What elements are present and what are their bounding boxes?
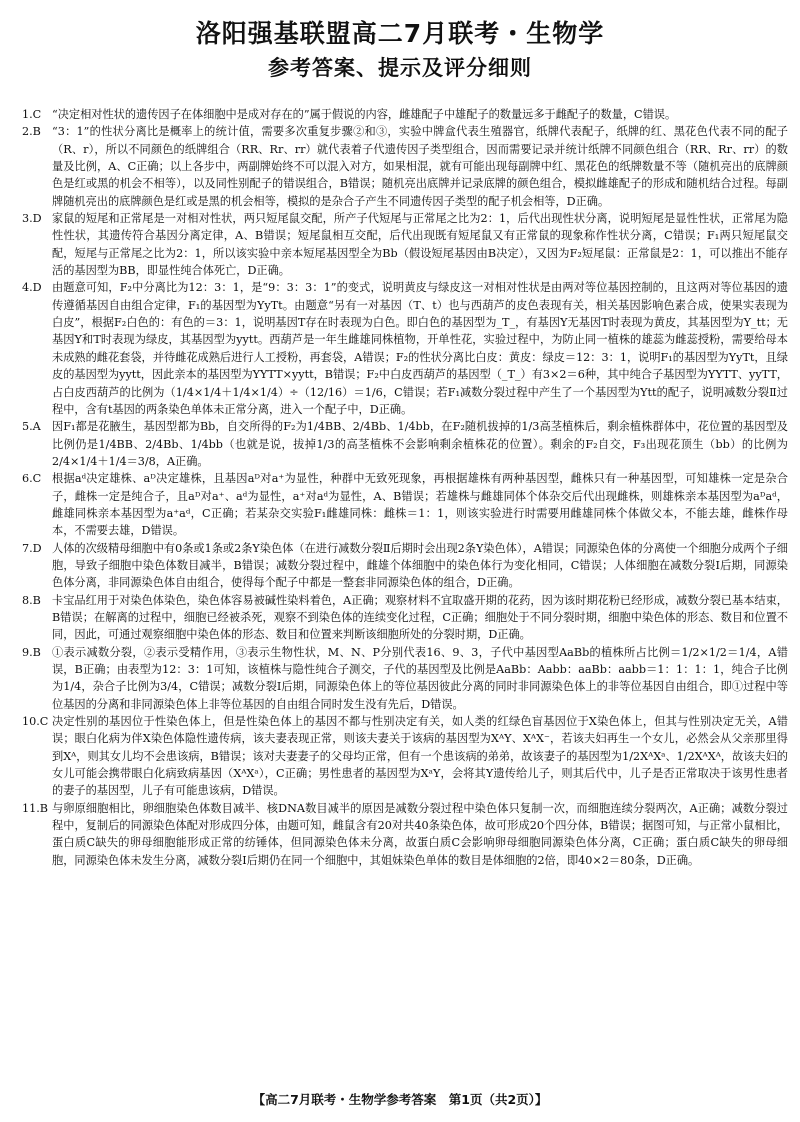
answer-number: 5.A — [22, 420, 41, 434]
answer-item-1 — [22, 106, 788, 123]
answer-item-8 — [22, 592, 788, 644]
answer-number: 10.C — [22, 715, 49, 729]
answer-text: 因F₁都是花腋生，基因型都为Bb，自交所得的F₂为1/4BB、2/4Bb、1/4bb，在F₂随机拔掉的1/3高茎植株后，剩余植株群体中，花位置的基因型及比例仍是1/4BB、2/4Bb、1/4bb（也就是说，拔掉1/3的高茎植株不会影响剩余植株花的位置）。剩余的F₂自交，F₃出现花顶生（bb）的比例为2/4×1/4＋1/4＝3/8，A正确。 — [52, 420, 788, 468]
answer-number: 2.B — [22, 125, 41, 139]
answer-number: 1.C — [22, 108, 42, 121]
answer-text: 家鼠的短尾和正常尾是一对相对性状，两只短尾鼠交配，所产子代短尾与正常尾之比为2：1，后代出现性状分离，说明短尾是显性性状，正常尾为隐性性状，其遗传符合基因分离定律，A、B错误；短尾鼠相互交配，后代出现既有短尾鼠又有正常鼠的现象称作性状分离，C错误；F₁两只短尾鼠交配，短尾与正常尾之比为2：1，所以该实验中亲本短尾基因型全为Bb（假设短尾基因由B决定），又因为F₂短尾鼠：正常鼠是2：1，可以推出不能存活的基因型为BB，即显性纯合体死亡，D正确。 — [52, 212, 788, 278]
answer-number: 3.D — [22, 212, 42, 226]
answer-item-2 — [22, 123, 788, 210]
answer-item-6 — [22, 470, 788, 539]
answer-item-7 — [22, 540, 788, 592]
answer-text: “3：1”的性状分离比是概率上的统计值，需要多次重复步骤②和③，实验中牌盒代表生殖器官，纸牌代表配子，纸牌的红、黑花色代表不同的配子（R、r），所以不同颜色的纸牌组合（RR、Rr、rr）就代表着子代遗传因子类型组合，因而需要记录并统计纸牌不同颜色组合（RR、Rr、rr）的数量及比例，A、C正确；以上各步中，两副牌始终不可以混入对方，如果相混，就有可能出现每副牌中红、黑花色的纸牌数量不等（随机亮出的底牌颜色是红或黑的机会不相等），以及同性别配子的错误组合，B错误；随机亮出底牌并记录底牌的颜色组合，模拟雌雄配子的形成和随机结合过程。每副牌随机亮出的底牌颜色是红或是黑的机会相等，模拟的是杂合子产生不同遗传因子类型的配子机会相等，D正确。 — [52, 125, 788, 208]
answer-number: 9.B — [22, 645, 41, 659]
answer-item-10 — [22, 713, 788, 800]
answer-text: 决定性别的基因位于性染色体上，但是性染色体上的基因不都与性别决定有关，如人类的红绿色盲基因位于X染色体上，但其与性别决定无关，A错误；眼白化病为伴X染色体隐性遗传病，该夫妻表现正常，则该夫妻关于该病的基因型为XᴬY、XᴬX⁻，若该夫妇再生一个女儿，必然会从父亲那里得到Xᴬ，则其女儿均不会患该病，B错误；该对夫妻妻子的父母均正常，但有一个患该病的弟弟，故该妻子的基因型为1/2XᴬXᵃ、1/2XᴬXᴬ，故该夫妇的女儿可能会携带眼白化病致病基因（XᴬXᵃ），C正确；男性患者的基因型为XᵃY，会将其Y遗传给儿子，则其后代中，儿子是否正常取决于该男性患者的妻子的基因型，儿子有可能患该病，D错误。 — [52, 715, 788, 798]
answer-number: 4.D — [22, 281, 42, 295]
answer-item-11 — [22, 800, 788, 869]
page-footer: 【高二7月联考・生物学参考答案 第1页（共2页）】 — [252, 1092, 548, 1107]
answer-text: 根据aᵈ决定雄株、aᴰ决定雄株，且基因aᴰ对a⁺为显性，种群中无致死现象，再根据雄株有两种基因型，雌株只有一种基因型，可知雄株一定是杂合子，雌株一定是纯合子，且aᴰ对a⁺、aᵈ为显性，a⁺对aᵈ为显性，A、B错误；若雄株与雌雄同体个体杂交后代出现雌株，则雄株亲本基因型为aᴰaᵈ，雌雄同株亲本基因型为a⁺aᵈ，C正确；若某杂交实验F₁雌雄同株：雌株＝1：1，则该实验进行时需要用雌雄同株个体做父本，不能去雄，雌株作母本，不需要去雄，D错误。 — [52, 472, 788, 538]
answer-item-4 — [22, 279, 788, 418]
answer-item-9 — [22, 644, 788, 713]
answer-list — [22, 106, 788, 869]
page-subtitle: 参考答案、提示及评分细则 — [268, 56, 532, 80]
answer-item-5 — [22, 418, 788, 470]
answer-text: “决定相对性状的遗传因子在体细胞中是成对存在的”属于假说的内容，雌雄配子中雄配子的数量远多于雌配子的数量，C错误。 — [52, 108, 677, 121]
answer-number: 11.B — [22, 801, 49, 815]
answer-text: 由题意可知，F₂中分离比为12：3：1，是“9：3：3：1”的变式，说明黄皮与绿皮这一对相对性状是由两对等位基因控制的，且这两对等位基因的遗传遵循基因自由组合定律，F₁的基因型为YyTt。由题意“另有一对基因（T、t）也与西葫芦的皮色表现有关，相关基因影响色素合成，使果实表现为白皮”，根据F₂白色的：有色的＝3：1，说明基因T存在时表现为白色。即白色的基因型为_T_，有基因Y无基因T时表现为黄皮，其基因型为Y_tt；无基因Y和T时表现为绿皮，其基因型为yytt。西葫芦是一年生雌雄同株植物，开单性花，实验过程中，为防止同一植株的雄蕊为雌蕊授粉，需要给母本未成熟的雌花套袋，并待雌花成熟后进行人工授粉，再套袋，A错误；F₂的性状分离比白皮：黄皮：绿皮＝12：3：1，说明F₁的基因型为YyTt，且绿皮的基因型为yytt，因此亲本的基因型为YYTT×yytt，B错误；F₂中白皮西葫芦的基因型（_T_）有3×2＝6种，其中纯合子基因型为YYTT、yyTT，占白皮西葫芦的比例为（1/4×1/4＋1/4×1/4）÷（12/16）＝1/6，C错误；若F₁减数分裂过程中产生了一个基因型为Ytt的配子，说明减数分裂Ⅱ过程中，含有t基因的两条染色单体未正常分离，进入一个配子中，D正确。 — [52, 281, 788, 416]
answer-item-3 — [22, 210, 788, 279]
answer-text: 与卵原细胞相比，卵细胞染色体数目减半、核DNA数目减半的原因是减数分裂过程中染色体只复制一次，而细胞连续分裂两次，A正确；减数分裂过程中，复制后的同源染色体配对形成四分体，由题可知，雌鼠含有20对共40条染色体，故可形成20个四分体，B错误；据图可知，与正常小鼠相比，蛋白质C缺失的卵母细胞能形成正常的纺锤体，但同源染色体未分离，故蛋白质C会影响卵母细胞同源染色体分离，C正确；蛋白质C缺失的卵母细胞，同源染色体未发生分离，减数分裂Ⅰ后期仍在同一个细胞中，其姐妹染色单体的数目是体细胞的2倍，即40×2＝80条，D正确。 — [52, 801, 788, 867]
answer-number: 8.B — [22, 593, 41, 607]
answer-text: ①表示减数分裂，②表示受精作用，③表示生物性状，M、N、P分别代表16、9、3，子代中基因型AaBb的植株所占比例＝1/2×1/2＝1/4，A错误，B正确；由表型为12：3：1可知，该植株与隐性纯合子测交，子代的基因型及比例是AaBb：Aabb：aaBb：aabb＝1：1：1：1，纯合子比例为1/4，杂合子比例为3/4，C错误；减数分裂Ⅰ后期，同源染色体上的等位基因彼此分离的同时非同源染色体上的非等位基因自由组合，即①过程中等位基因的分离和非同源染色体上非等位基因的自由组合同时发生没有先后，D错误。 — [52, 645, 788, 711]
answer-text: 卡宝品红用于对染色体染色，染色体容易被碱性染料着色，A正确；观察材料不宜取盛开期的花药，因为该时期花粉已经形成，减数分裂已基本结束，B错误；在解离的过程中，细胞已经被杀死，观察不到染色体的连续变化过程，C正确；细胞处于不同分裂时期，细胞中染色体的形态、数目和位置不同，因此，可通过观察细胞中染色体的形态、数目和位置来判断该细胞所处的分裂时期，D正确。 — [52, 593, 788, 642]
answer-text: 人体的次级精母细胞中有0条或1条或2条Y染色体（在进行减数分裂Ⅱ后期时会出现2条Y染色体），A错误；同源染色体的分离使一个细胞分成两个子细胞，导致子细胞中染色体数目减半，B错误；减数分裂过程中，雌雄个体细胞中的染色体行为变化相同，C错误；人体细胞在减数分裂Ⅰ后期，同源染色体分离，非同源染色体自由组合，使得每个配子中都是一整套非同源染色体的组合，D正确。 — [52, 541, 788, 590]
page-title: 洛阳强基联盟高二7月联考・生物学 — [195, 19, 605, 48]
answer-number: 6.C — [22, 472, 42, 486]
answer-number: 7.D — [22, 541, 42, 555]
